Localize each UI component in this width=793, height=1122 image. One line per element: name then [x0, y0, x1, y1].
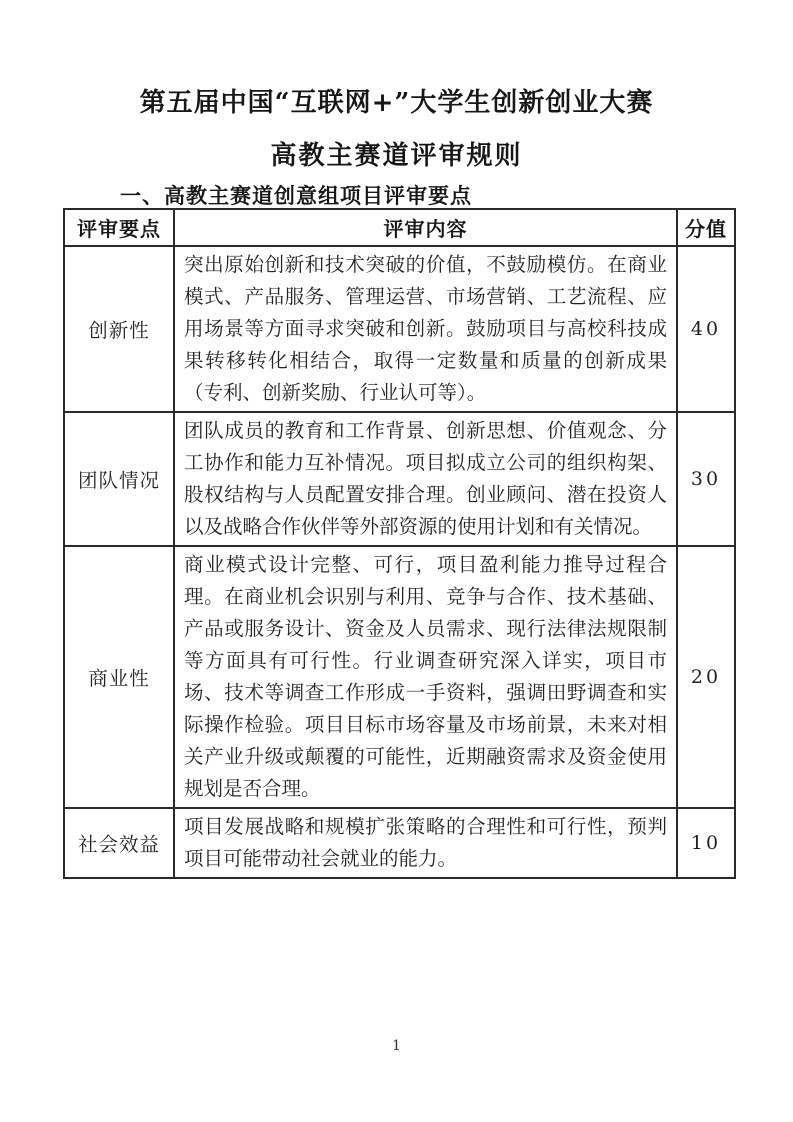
table-row-commercial	[64, 546, 735, 808]
criterion-label: 创新性	[64, 246, 174, 412]
document-subtitle: 高教主赛道评审规则	[270, 141, 523, 171]
criterion-label: 社会效益	[64, 808, 174, 878]
criterion-description: 商业模式设计完整、可行，项目盈利能力推导过程合理。在商业机会识别与利用、竞争与合作、技术基础、产品或服务设计、资金及人员需求、现行法律法规限制等方面具有可行性。行业调查研究深入详实，项目市场、技术等调查工作形成一手资料，强调田野调查和实际操作检验。项目目标市场容量及市场前景，未来对相关产业升级或颠覆的可能性，近期融资需求及资金使用规划是否合理。	[174, 546, 677, 808]
criterion-score: 10	[677, 808, 735, 878]
evaluation-rubric-table	[63, 208, 736, 879]
criterion-description: 项目发展战略和规模扩张策略的合理性和可行性，预判项目可能带动社会就业的能力。	[174, 808, 677, 878]
criterion-label: 团队情况	[64, 412, 174, 546]
criterion-score: 30	[677, 412, 735, 546]
header-criterion: 评审要点	[64, 209, 174, 246]
section-heading: 一、高教主赛道创意组项目评审要点	[120, 184, 472, 208]
criterion-description: 团队成员的教育和工作背景、创新思想、价值观念、分工协作和能力互补情况。项目拟成立公司的组织构架、股权结构与人员配置安排合理。创业顾问、潜在投资人以及战略合作伙伴等外部资源的使用计划和有关情况。	[174, 412, 677, 546]
table-row-team	[64, 412, 735, 546]
table-row-social-benefit	[64, 808, 735, 878]
table-row-innovation	[64, 246, 735, 412]
page-number: 1	[392, 1038, 401, 1054]
criterion-score: 20	[677, 546, 735, 808]
criterion-score: 40	[677, 246, 735, 412]
header-score: 分值	[677, 209, 735, 246]
header-content: 评审内容	[174, 209, 677, 246]
criterion-label: 商业性	[64, 546, 174, 808]
criterion-description: 突出原始创新和技术突破的价值，不鼓励模仿。在商业模式、产品服务、管理运营、市场营销、工艺流程、应用场景等方面寻求突破和创新。鼓励项目与高校科技成果转移转化相结合，取得一定数量和质量的创新成果（专利、创新奖励、行业认可等）。	[174, 246, 677, 412]
document-title: 第五届中国“互联网+”大学生创新创业大赛	[139, 88, 654, 118]
table-header-row	[64, 209, 735, 246]
